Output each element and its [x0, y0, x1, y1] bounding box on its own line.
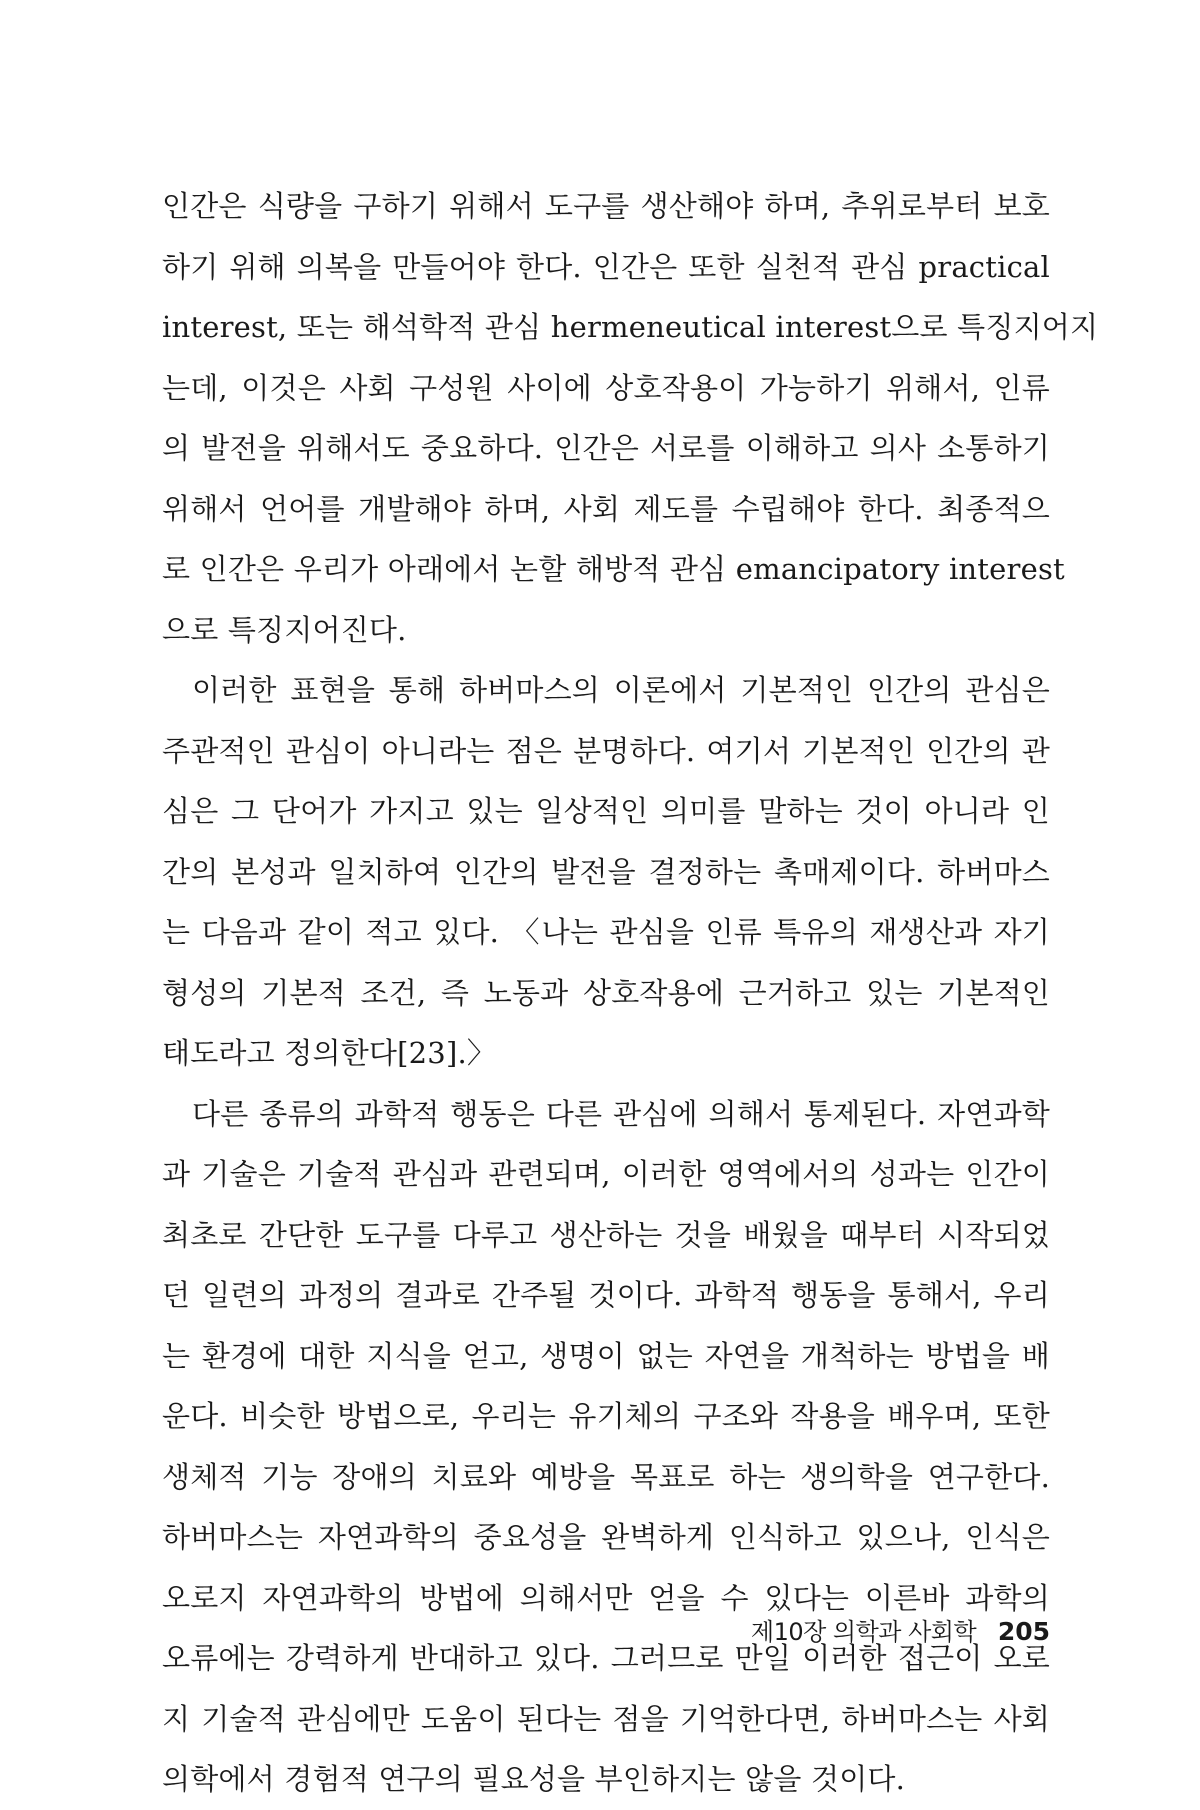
page-footer — [751, 1612, 1050, 1647]
text-line: 는 환경에 대한 지식을 얻고, 생명이 없는 자연을 개척하는 방법을 배 — [162, 1338, 1050, 1373]
chapter-title: 제10장 의학과 사회학 — [750, 1618, 977, 1646]
text-line: 주관적인 관심이 아니라는 점은 분명하다. 여기서 기본적인 인간의 관 — [162, 733, 1050, 768]
text-line: 과 기술은 기술적 관심과 관련되며, 이러한 영역에서의 성과는 인간이 — [162, 1157, 1050, 1191]
text-line: 의 발전을 위해서도 중요하다. 인간은 서로를 이해하고 의사 소통하기 — [162, 431, 1050, 465]
text-line: 던 일련의 과정의 결과로 간주될 것이다. 과학적 행동을 통해서, 우리 — [162, 1278, 1050, 1312]
text-line: 지 기술적 관심에만 도움이 된다는 점을 기억한다면, 하버마스는 사회 — [162, 1701, 1050, 1736]
text-line: interest, 또는 해석학적 관심 hermeneutical interest으로 특징지어지 — [162, 310, 1099, 344]
text-line: 의학에서 경험적 연구의 필요성을 부인하지는 않을 것이다. — [162, 1762, 906, 1796]
text-line: 오류에는 강력하게 반대하고 있다. 그러므로 만일 이러한 접근이 오로 — [162, 1641, 1050, 1675]
text-line: 이러한 표현을 통해 하버마스의 이론에서 기본적인 인간의 관심은 — [192, 673, 1050, 707]
paragraph-1 — [162, 176, 1099, 660]
paragraph-2 — [162, 660, 1050, 1084]
text-line: 오로지 자연과학의 방법에 의해서만 얻을 수 있다는 이른바 과학의 — [162, 1580, 1050, 1615]
text-line: 다른 종류의 과학적 행동은 다른 관심에 의해서 통제된다. 자연과학 — [192, 1096, 1050, 1131]
text-line: 하버마스는 자연과학의 중요성을 완벽하게 인식하고 있으나, 인식은 — [162, 1520, 1050, 1554]
text-line: 위해서 언어를 개발해야 하며, 사회 제도를 수립해야 한다. 최종적으 — [162, 491, 1050, 526]
text-line: 심은 그 단어가 가지고 있는 일상적인 의미를 말하는 것이 아니라 인 — [162, 794, 1050, 828]
page-number: 205 — [997, 1617, 1050, 1646]
paragraph-3 — [162, 1084, 1050, 1810]
text-line: 형성의 기본적 조건, 즉 노동과 상호작용에 근거하고 있는 기본적인 — [162, 975, 1050, 1010]
text-line: 생체적 기능 장애의 치료와 예방을 목표로 하는 생의학을 연구한다. — [162, 1459, 1050, 1494]
text-line: 인간은 식량을 구하기 위해서 도구를 생산해야 하며, 추위로부터 보호 — [162, 189, 1050, 223]
text-line: 운다. 비슷한 방법으로, 우리는 유기체의 구조와 작용을 배우며, 또한 — [162, 1399, 1050, 1433]
body-text — [162, 176, 1099, 1810]
text-line: 는데, 이것은 사회 구성원 사이에 상호작용이 가능하기 위해서, 인류 — [162, 370, 1050, 405]
text-line: 으로 특징지어진다. — [162, 612, 407, 647]
text-line: 는 다음과 같이 적고 있다. 〈나는 관심을 인류 특유의 재생산과 자기 — [162, 915, 1050, 949]
text-line: 로 인간은 우리가 아래에서 논할 해방적 관심 emancipatory interest — [162, 552, 1065, 586]
text-line: 간의 본성과 일치하여 인간의 발전을 결정하는 촉매제이다. 하버마스 — [162, 854, 1050, 889]
text-line: 하기 위해 의복을 만들어야 한다. 인간은 또한 실천적 관심 practical — [162, 249, 1050, 284]
text-line: 태도라고 정의한다[23].〉 — [162, 1036, 497, 1070]
text-line: 최초로 간단한 도구를 다루고 생산하는 것을 배웠을 때부터 시작되었 — [162, 1217, 1050, 1252]
